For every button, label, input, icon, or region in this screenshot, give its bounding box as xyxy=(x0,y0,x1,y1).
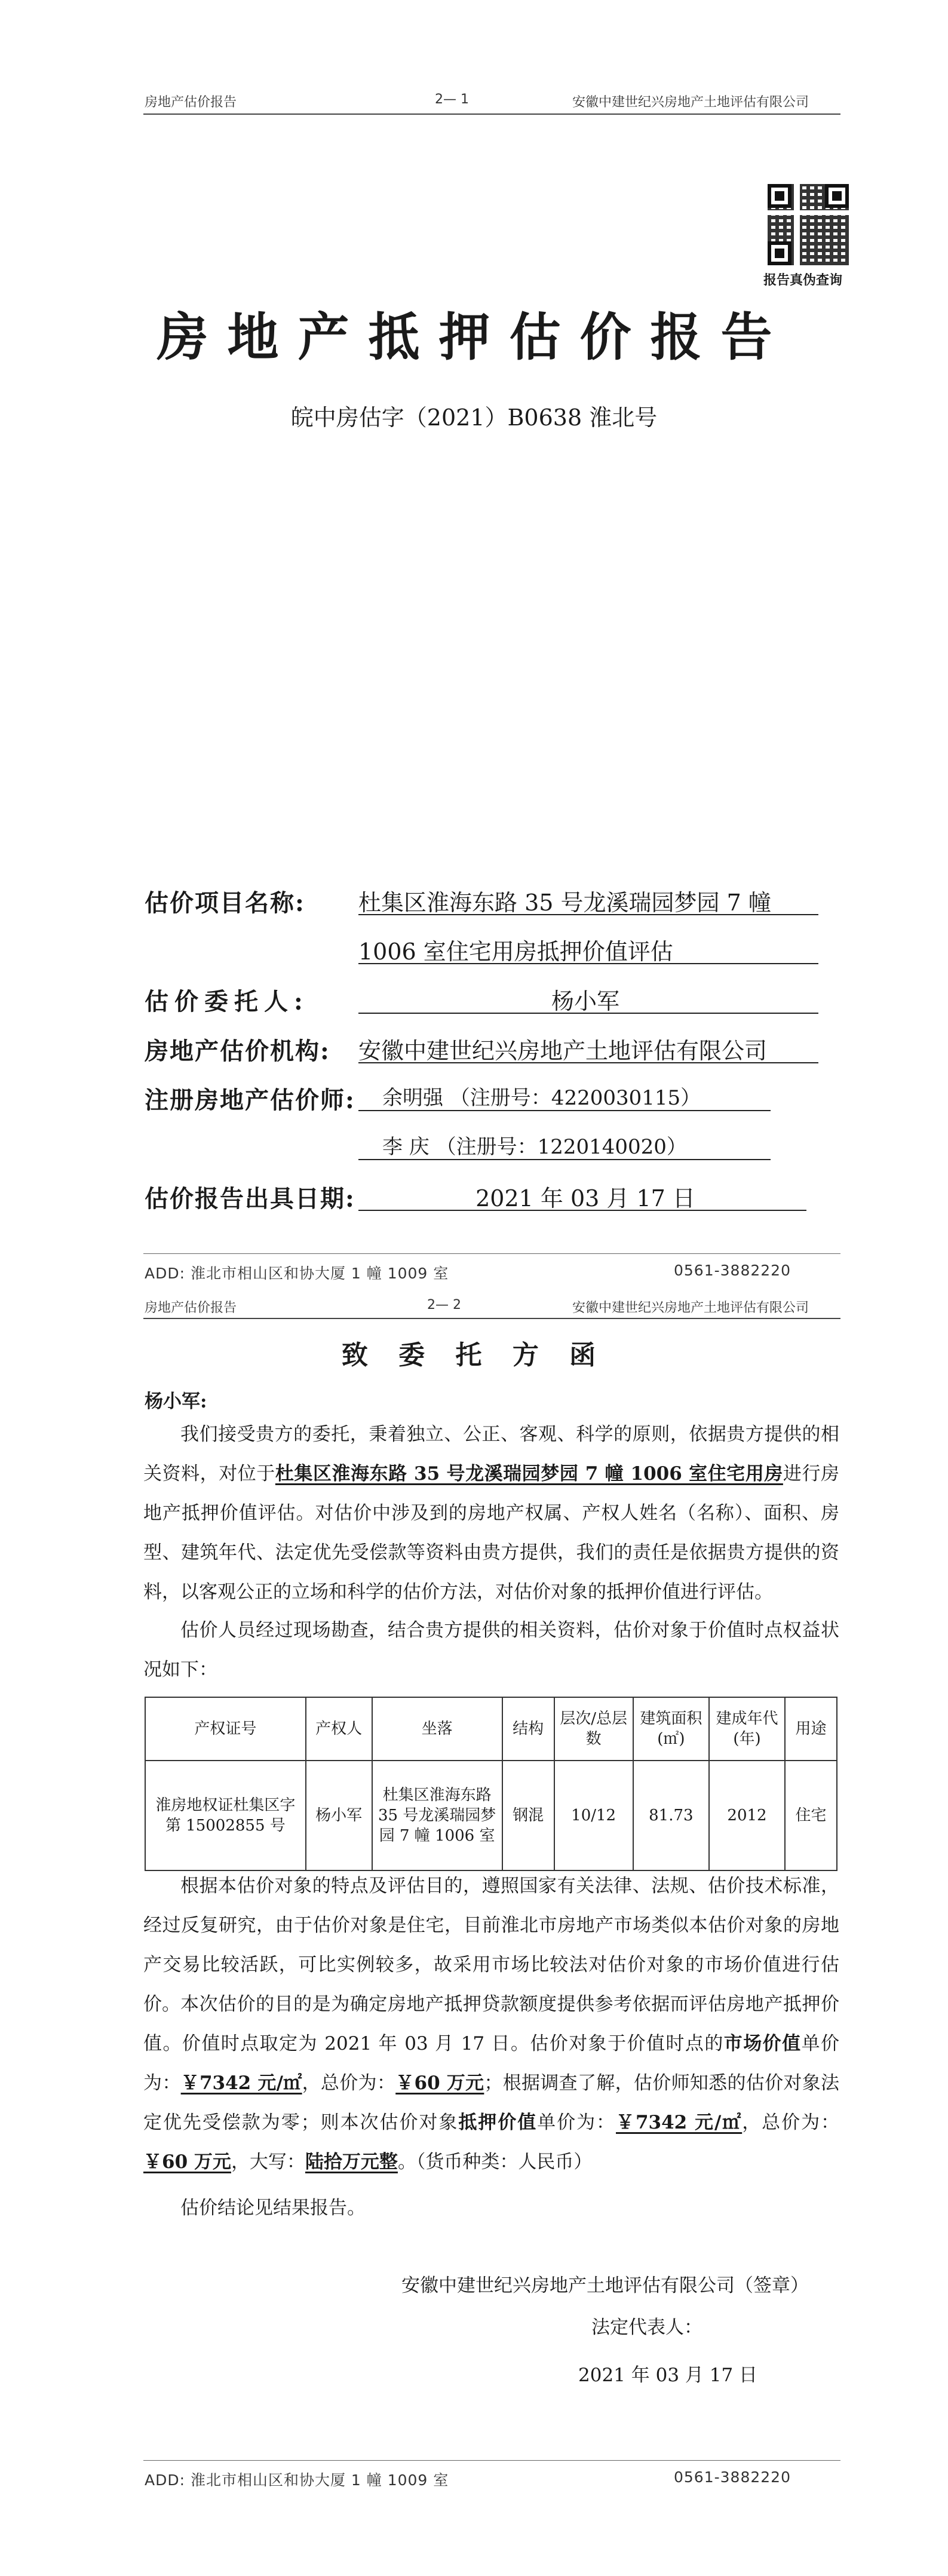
paragraph-2: 估价人员经过现场勘查，结合贵方提供的相关资料，估价对象于价值时点权益状况如下： xyxy=(143,1620,839,1680)
page1-footer-address: ADD: 淮北市相山区和协大厦 1 幢 1009 室 xyxy=(145,1265,449,1282)
signature-company: 安徽中建世纪兴房地产土地评估有限公司（签章） xyxy=(401,2275,809,2296)
letter-salutation: 杨小军: xyxy=(145,1391,207,1412)
table-header-cell: 结构 xyxy=(502,1697,554,1761)
report-date-label: 估价报告出具日期: xyxy=(145,1185,355,1213)
signature-representative: 法定代表人： xyxy=(591,2317,702,2338)
signature-date: 2021 年 03 月 17 日 xyxy=(578,2365,758,2386)
report-number: 皖中房估字（2021）B0638 淮北号 xyxy=(290,404,658,431)
appraiser-1: 余明强 （注册号：4220030115） xyxy=(382,1086,701,1110)
qr-code-icon[interactable] xyxy=(768,184,849,265)
project-name-line2: 1006 室住宅用房抵押价值评估 xyxy=(358,939,673,965)
page2-header-right: 安徽中建世纪兴房地产土地评估有限公司 xyxy=(572,1301,809,1315)
appraiser-underline-1 xyxy=(358,1110,771,1111)
paragraph-4: 本次估价的目的是为确定房地产抵押贷款额度提供参考依据而评估房地产抵押价值。价值时点取定为 2021 年 03 月 17 日。估价对象于价值时点的市场价值单价为：￥7342 元/㎡，总价为：￥60 万元；根据调查了解，估价师知悉的估价对象法定优先受偿款为零；则本次估价对象抵押价值单价为：￥7342 元/㎡，总价为：￥60 万元，大写：陆拾万元整。（货币种类：人民币） xyxy=(143,1994,840,2173)
table-header-cell: 层次/总层数 xyxy=(554,1697,633,1761)
report-date-underline xyxy=(358,1210,806,1211)
qr-caption: 报告真伪查询 xyxy=(763,273,843,288)
page2-footer-rule xyxy=(143,2460,840,2461)
table-cell: 淮房地权证杜集区字第 15002855 号 xyxy=(145,1761,306,1870)
agency-underline xyxy=(358,1062,818,1063)
agency-label: 房地产估价机构: xyxy=(145,1037,330,1065)
project-name-label: 估价项目名称: xyxy=(145,889,305,917)
page2-header-page: 2— 2 xyxy=(427,1298,461,1312)
table-cell: 钢混 xyxy=(502,1761,554,1870)
table-row xyxy=(145,1761,837,1870)
table-cell: 10/12 xyxy=(554,1761,633,1870)
table-header-cell: 产权人 xyxy=(306,1697,372,1761)
client-label: 估价委托人: xyxy=(145,988,309,1016)
agency-value: 安徽中建世纪兴房地产土地评估有限公司 xyxy=(358,1038,768,1064)
page2-header-left: 房地产估价报告 xyxy=(145,1301,237,1315)
property-table xyxy=(145,1697,837,1871)
table-header-cell: 建筑面积(㎡) xyxy=(633,1697,709,1761)
table-header-cell: 产权证号 xyxy=(145,1697,306,1761)
page1-footer-rule xyxy=(143,1253,840,1254)
appraiser-label: 注册房地产估价师: xyxy=(145,1086,355,1114)
report-title: 房地产抵押估价报告 xyxy=(157,307,791,367)
project-underline-1 xyxy=(358,914,818,915)
table-header-cell: 建成年代(年) xyxy=(709,1697,785,1761)
table-header-cell: 坐落 xyxy=(372,1697,502,1761)
paragraph-5: 估价结论见结果报告。 xyxy=(180,2197,366,2219)
table-cell: 81.73 xyxy=(633,1761,709,1870)
paragraph-3: 根据本估价对象的特点及评估目的，遵照国家有关法律、法规、估价技术标准，经过反复研究，由于估价对象是住宅，目前淮北市房地产市场类似本估价对象的房地产交易比较活跃，可比实例较多，故采用市场比较法对估价对象的市场价值进行估价。 xyxy=(143,1875,839,2015)
client-value: 杨小军 xyxy=(551,988,619,1014)
appraiser-2: 李 庆 （注册号：1220140020） xyxy=(382,1135,687,1159)
appraiser-underline-2 xyxy=(358,1159,771,1160)
page1-header-page: 2— 1 xyxy=(435,92,469,107)
page2-footer-address: ADD: 淮北市相山区和协大厦 1 幢 1009 室 xyxy=(145,2471,449,2489)
table-cell: 杜集区淮海东路 35 号龙溪瑞园梦园 7 幢 1006 室 xyxy=(372,1761,502,1870)
table-cell: 2012 xyxy=(709,1761,785,1870)
paragraph-1: 我们接受贵方的委托，秉着独立、公正、客观、科学的原则，依据贵方提供的相关资料，对位于杜集区淮海东路 35 号龙溪瑞园梦园 7 幢 1006 室住宅用房进行房地产抵押价值评估。对估价中涉及到的房地产权属、产权人姓名（名称）、面积、房型、建筑年代、法定优先受偿款等资料由贵方提供，我们的责任是依据贵方提供的资料，以客观公正的立场和科学的估价方法，对估价对象的抵押价值进行评估。 xyxy=(143,1424,840,1603)
page2-header-rule xyxy=(143,1318,840,1319)
client-underline xyxy=(358,1013,818,1014)
table-cell: 杨小军 xyxy=(306,1761,372,1870)
page1-header-right: 安徽中建世纪兴房地产土地评估有限公司 xyxy=(572,95,809,110)
project-underline-2 xyxy=(358,963,818,964)
table-header-cell: 用途 xyxy=(785,1697,837,1761)
letter-title: 致 委 托 方 函 xyxy=(341,1340,607,1370)
page2-footer-phone: 0561-3882220 xyxy=(674,2468,791,2486)
page1-header-left: 房地产估价报告 xyxy=(145,95,237,110)
page1-footer-phone: 0561-3882220 xyxy=(674,1262,791,1279)
report-date-value: 2021 年 03 月 17 日 xyxy=(475,1185,695,1212)
page1-header-rule xyxy=(143,114,840,115)
table-header-row xyxy=(145,1697,837,1761)
project-name-line1: 杜集区淮海东路 35 号龙溪瑞园梦园 7 幢 xyxy=(358,890,771,916)
table-cell: 住宅 xyxy=(785,1761,837,1870)
